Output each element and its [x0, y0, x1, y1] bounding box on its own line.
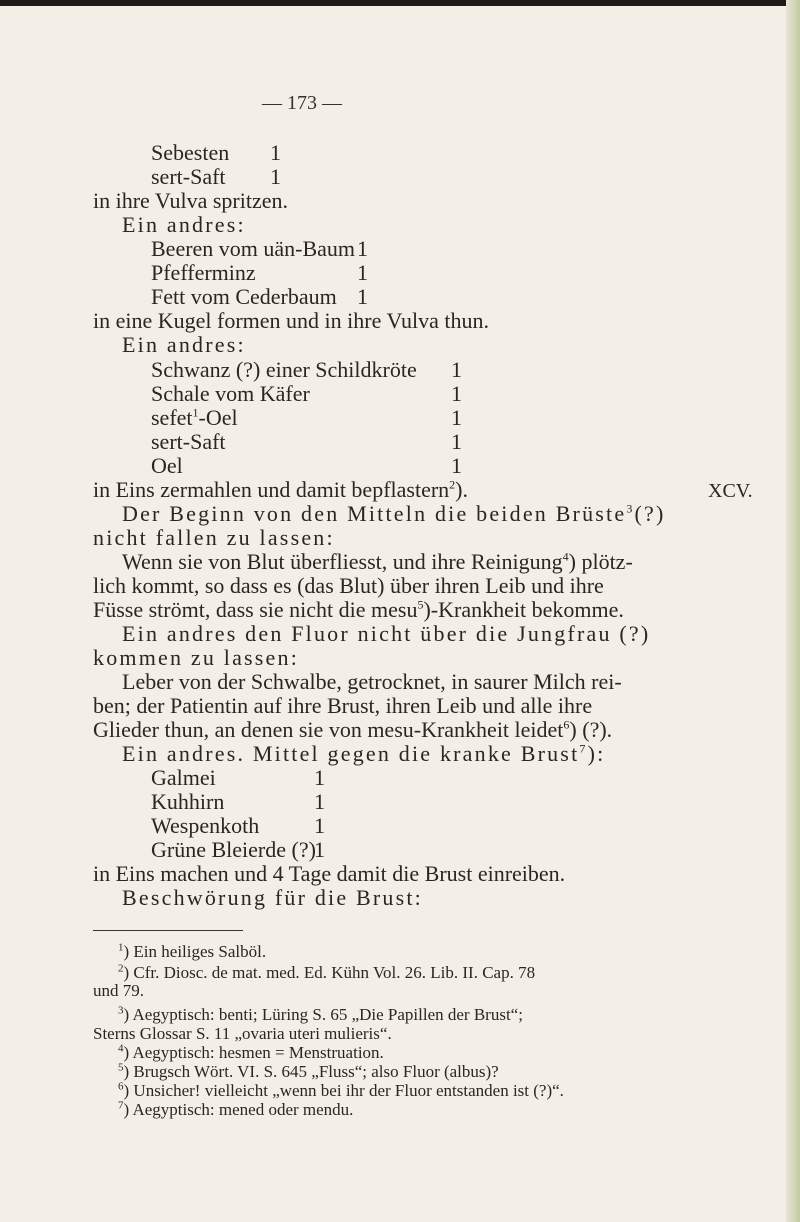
ingredient-line: Oel: [151, 453, 183, 478]
ingredient-line: Beeren vom uän-Baum: [151, 236, 356, 261]
ingredient-quantity: 1: [451, 381, 462, 406]
ingredient-quantity: 1: [451, 429, 462, 454]
paragraph-line: ben; der Patientin auf ihre Brust, ihren Leib und alle ihre: [93, 693, 593, 718]
footnote-divider: [93, 930, 243, 931]
paragraph-line: Wenn sie von Blut überfliesst, und ihre Reinigung$^4$) plötz-: [122, 549, 633, 574]
ingredient-quantity: 1: [314, 813, 325, 838]
section-heading: Ein andres. Mittel gegen die kranke Brust$^7$):: [122, 741, 606, 766]
ingredient-line: Fett vom Cederbaum: [151, 284, 337, 309]
ingredient-line: sert-Saft: [151, 429, 226, 454]
instruction-line: in ihre Vulva spritzen.: [93, 188, 289, 213]
section-heading: kommen zu lassen:: [93, 645, 300, 670]
footnote: $^5$) Brugsch Wört. VI. S. 645 „Fluss“; also Fluor (albus)?: [118, 1061, 499, 1081]
footnote-ref: 7: [579, 741, 588, 756]
paragraph-line: Füsse strömt, dass sie nicht die mesu$^5$)-Krankheit bekomme.: [93, 597, 624, 622]
ingredient-line: Grüne Bleierde (?): [151, 837, 316, 862]
ingredient-quantity: 1: [451, 453, 462, 478]
footnote-ref: 2: [449, 477, 456, 492]
ingredient-quantity: 1: [357, 236, 368, 261]
footnote: $^4$) Aegyptisch: hesmen = Menstruation.: [118, 1042, 384, 1062]
paragraph-line: Glieder thun, an denen sie von mesu-Krankheit leidet$^6$) (?).: [93, 717, 613, 742]
ingredient-line: sefet$^1$-Oel: [151, 405, 238, 430]
recipe-heading: Ein andres:: [122, 332, 246, 357]
margin-section-number: XCV.: [708, 480, 753, 502]
ingredient-quantity: 1: [357, 260, 368, 285]
footnote: Sterns Glossar S. 11 „ovaria uteri mulieris“.: [93, 1024, 392, 1043]
ingredient-line: Sebesten: [151, 140, 230, 165]
section-heading: Der Beginn von den Mitteln die beiden Brüste$^3$(?): [122, 501, 666, 526]
ingredient-quantity: 1: [270, 140, 281, 165]
footnote: und 79.: [93, 981, 144, 1000]
ingredient-line: Kuhhirn: [151, 789, 225, 814]
ingredient-quantity: 1: [270, 164, 281, 189]
footnote: $^6$) Unsicher! vielleicht „wenn bei ihr der Fluor entstanden ist (?)“.: [118, 1080, 564, 1100]
ingredient-line: Galmei: [151, 765, 216, 790]
ingredient-line: sert-Saft: [151, 164, 226, 189]
paragraph-line: lich kommt, so dass es (das Blut) über ihren Leib und ihre: [93, 573, 604, 598]
ingredient-quantity: 1: [357, 284, 368, 309]
instruction-line: in eine Kugel formen und in ihre Vulva thun.: [93, 308, 490, 333]
ingredient-line: Wespenkoth: [151, 813, 260, 838]
section-heading: Ein andres den Fluor nicht über die Jungfrau (?): [122, 621, 651, 646]
footnote-ref: 4: [562, 549, 569, 564]
ingredient-quantity: 1: [314, 789, 325, 814]
ingredient-quantity: 1: [451, 357, 462, 382]
ingredient-quantity: 1: [314, 765, 325, 790]
paragraph-line: Leber von der Schwalbe, getrocknet, in saurer Milch rei-: [122, 669, 622, 694]
footnote: $^7$) Aegyptisch: mened oder mendu.: [118, 1099, 354, 1119]
page-number: — 173 —: [262, 92, 342, 114]
recipe-heading: Ein andres:: [122, 212, 246, 237]
instruction-line: in Eins machen und 4 Tage damit die Brust einreiben.: [93, 861, 566, 886]
page-edge-strip: [786, 0, 800, 1222]
footnote: $^2$) Cfr. Diosc. de mat. med. Ed. Kühn Vol. 26. Lib. II. Cap. 78: [118, 962, 536, 982]
footnote: $^1$) Ein heiliges Salböl.: [118, 941, 267, 961]
footnote: $^3$) Aegyptisch: benti; Lüring S. 65 „Die Papillen der Brust“;: [118, 1004, 523, 1024]
section-heading: Beschwörung für die Brust:: [122, 885, 423, 910]
footnote-ref: 6: [563, 717, 570, 732]
instruction-line: in Eins zermahlen und damit bepflastern$^2$).: [93, 477, 468, 502]
ingredient-line: Schale vom Käfer: [151, 381, 310, 406]
section-heading: nicht fallen zu lassen:: [93, 525, 335, 550]
ingredient-quantity: 1: [451, 405, 462, 430]
footnote-ref: 3: [626, 501, 635, 516]
ingredient-line: Schwanz (?) einer Schildkröte: [151, 357, 417, 382]
footnote-ref: 5: [417, 597, 424, 612]
ingredient-line: Pfefferminz: [151, 260, 256, 285]
footnote-ref: 1: [192, 405, 199, 420]
ingredient-quantity: 1: [314, 837, 325, 862]
